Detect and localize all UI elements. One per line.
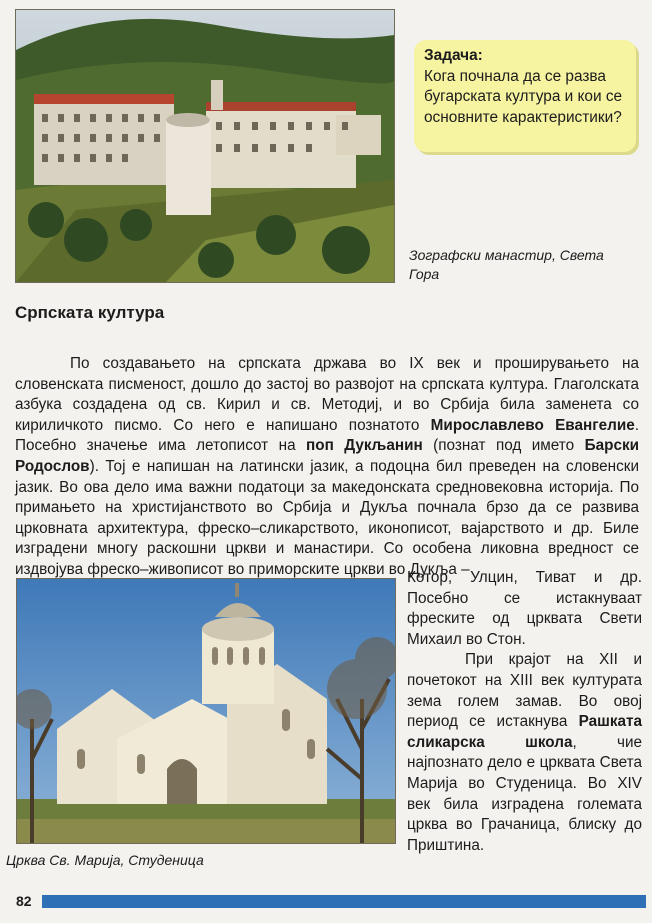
- bold-term: Барски Родослов: [15, 437, 640, 475]
- bold-term: поп Дукљанин: [306, 437, 423, 455]
- text-run: ). Тој е напишан на латински јазик, а подоцна бил преведен на словенски јазик. Во ова дело има важни податоци за македонската средновековна историја. По примањето на христијанството во Србија и Дукља почнала брзо да се развива црковната архитектура, фреско–сликарството, иконописот, вајарството и др. Биле изградени многу раскошни цркви и манастири. Со особена ликовна вредност се издвојува фреско–живописот во приморските цркви во Дукља –: [15, 457, 639, 578]
- studenica-church-photo: [16, 578, 396, 844]
- main-paragraph: [15, 354, 639, 581]
- section-title: Српската култура: [15, 303, 165, 322]
- bold-term: Рашката сликарска школа: [407, 713, 642, 751]
- bold-term: Мирославлево Евангелие: [430, 416, 635, 434]
- caption-studenica: Црква Св. Марија, Студеница: [6, 852, 204, 868]
- zograf-monastery-photo: [15, 9, 395, 283]
- task-question: Кога почнала да се разва бугарската култура и кои се основните карактеристики?: [424, 67, 623, 126]
- task-title: Задача:: [424, 47, 483, 64]
- text-run: . Посебно значење има летописот на: [15, 416, 639, 455]
- footer-bar: [42, 895, 646, 908]
- task-box: [414, 40, 636, 152]
- text-run: (познат под името: [422, 437, 585, 455]
- text-run: При крајот на XII и почетокот на XIII век културата зема голем замав. Во овој период се истакнува: [407, 651, 642, 731]
- text-run: По создавањето на српската држава во IX век и проширувањето на словенската писменост, дошло до застој во развојот на српската култура. Глаголската азбука создадена од св. Кирил и св. Методиј, и во Србија била заменета со кириличкото писмо. Со него е напишано познатото: [15, 355, 639, 434]
- caption-zograf: Зографски манастир, Света Гора: [409, 247, 604, 282]
- text-run: Котор, Улцин, Тиват и др. Посебно се истакнуваат фреските од црквата Свети Михаил во Стон.: [407, 569, 642, 648]
- side-paragraph: [407, 568, 642, 856]
- page-number: 82: [16, 893, 32, 909]
- text-run: , чие најпознато дело е црквата Света Марија во Студеница. Во XIV век била изградена големата црква во Грачаница, блиску до Приштина.: [407, 733, 642, 854]
